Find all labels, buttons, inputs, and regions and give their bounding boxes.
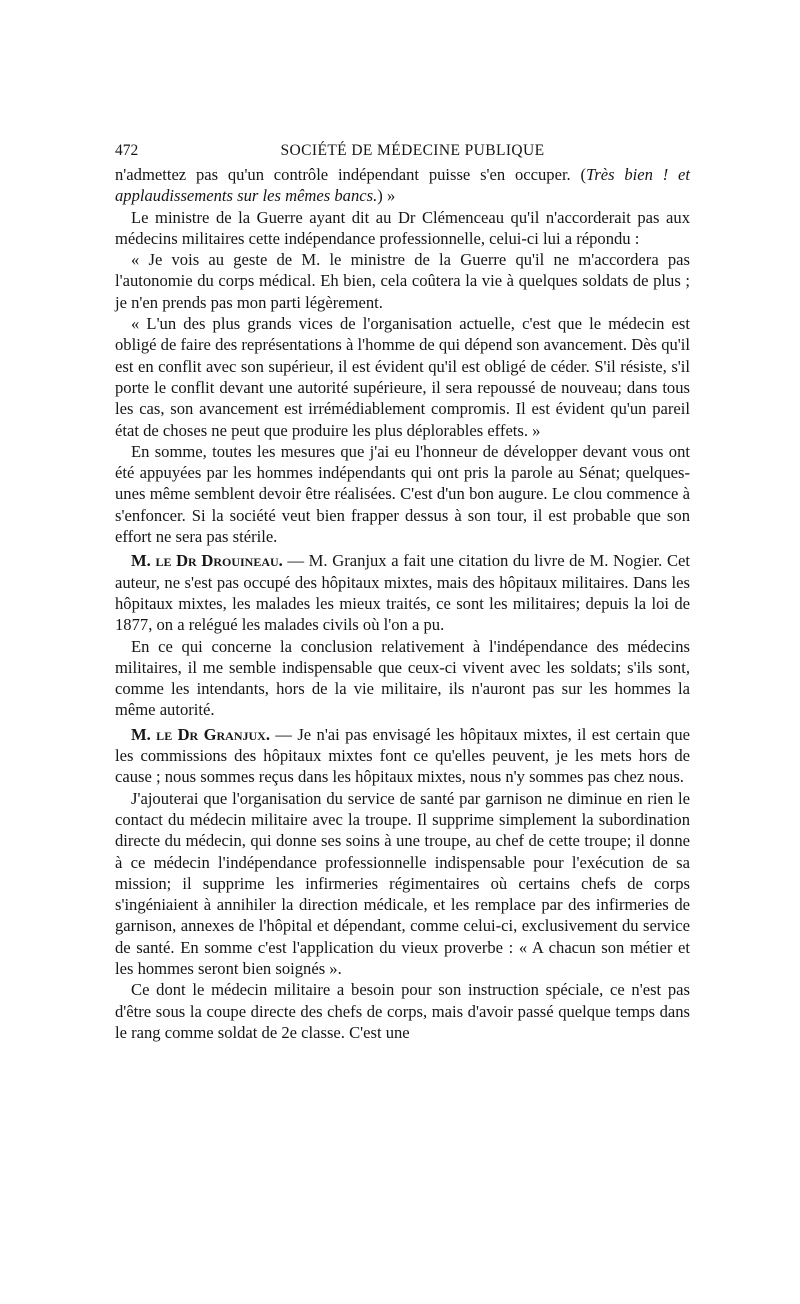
speaker-name: M. le Dr Granjux. [131, 724, 270, 744]
paragraph-2: Le ministre de la Guerre ayant dit au Dr Clémenceau qu'il n'accorderait pas aux médecins militaires cette indépendance professionnelle, celui-ci lui a répondu : [115, 207, 690, 248]
paragraph-5: En somme, toutes les mesures que j'ai eu l'honneur de développer devant vous ont été appuyées par les hommes indépendants qui ont pris la parole au Sénat; quelques-unes même semblent devoir être réalisées. C'est d'un bon augure. Le clou commence à s'enfoncer. Si la société veut bien frapper dessus à son tour, il est probable que son effort ne sera pas stérile. [115, 441, 690, 547]
speaker-name: M. le Dr Drouineau. [131, 551, 283, 571]
page-number: 472 [115, 142, 139, 159]
paragraph-7: En ce qui concerne la conclusion relativement à l'indépendance des médecins militaires, il me semble indispensable que ceux-ci vivent avec les soldats; s'ils sont, comme les intendants, hors de la vie militaire, ils n'auront pas sur les hommes la même autorité. [115, 636, 690, 720]
running-title: SOCIÉTÉ DE MÉDECINE PUBLIQUE [280, 142, 545, 159]
page-header [115, 140, 690, 164]
paragraph-9: J'ajouterai que l'organisation du service de santé par garnison ne diminue en rien le contact du médecin militaire avec la troupe. Il supprime simplement la subordination directe du médecin, qui donne ses soins à une troupe, au chef de cette troupe; il donne à ce médecin l'indépendance professionnelle indispensable pour l'exécution de sa mission; il supprime les infirmeries régimentaires où certains chefs de corps s'ingéniaient à annihiler la direction médicale, et les remplace par des infirmeries de garnison, annexes de l'hôpital et dépendant, comme celui-ci, exclusivement du service de santé. En somme c'est l'application du vieux proverbe : « A chacun son métier et les hommes seront bien soignés ». [115, 788, 690, 978]
paragraph-1: n'admettez pas qu'un contrôle indépendant puisse s'en occuper. (Très bien ! et applaudissements sur les mêmes bancs.) » [115, 165, 691, 206]
paragraph-8: M. le Dr Granjux. — Je n'ai pas envisagé les hôpitaux mixtes, il est certain que les commissions des hôpitaux mixtes font ce qu'elles peuvent, je les mets hors de cause ; nous sommes reçus dans les hôpitaux mixtes, nous n'y sommes pas chez nous. [115, 724, 690, 787]
document-page [115, 140, 690, 1043]
paragraph-6: M. le Dr Drouineau. — M. Granjux a fait une citation du livre de M. Nogier. Cet auteur, ne s'est pas occupé des hôpitaux mixtes, mais des hôpitaux militaires. Dans les hôpitaux mixtes, les malades les mieux traités, ce sont les militaires; depuis la loi de 1877, on a relégué les malades civils où l'on a pu. [115, 551, 690, 635]
paragraph-10: Ce dont le médecin militaire a besoin pour son instruction spéciale, ce n'est pas d'être sous la coupe directe des chefs de corps, mais d'avoir passé quelque temps dans le rang comme soldat de 2e classe. C'est une [115, 980, 690, 1042]
paragraph-4: « L'un des plus grands vices de l'organisation actuelle, c'est que le médecin est obligé de faire des représentations à l'homme de qui dépend son avancement. Dès qu'il est en conflit avec son supérieur, il est évident qu'il est obligé de céder. S'il résiste, s'il porte le conflit devant une autorité supérieure, il sera repoussé de nouveau; dans tous les cas, son avancement est irrémédiablement compromis. Il est évident qu'un pareil état de choses ne peut que produire les plus déplorables effets. » [115, 314, 690, 440]
paragraph-3: « Je vois au geste de M. le ministre de la Guerre qu'il ne m'accordera pas l'autonomie du corps médical. Eh bien, cela coûtera la vie à quelques soldats de plus ; je n'en prends pas mon parti légèrement. [115, 250, 690, 312]
